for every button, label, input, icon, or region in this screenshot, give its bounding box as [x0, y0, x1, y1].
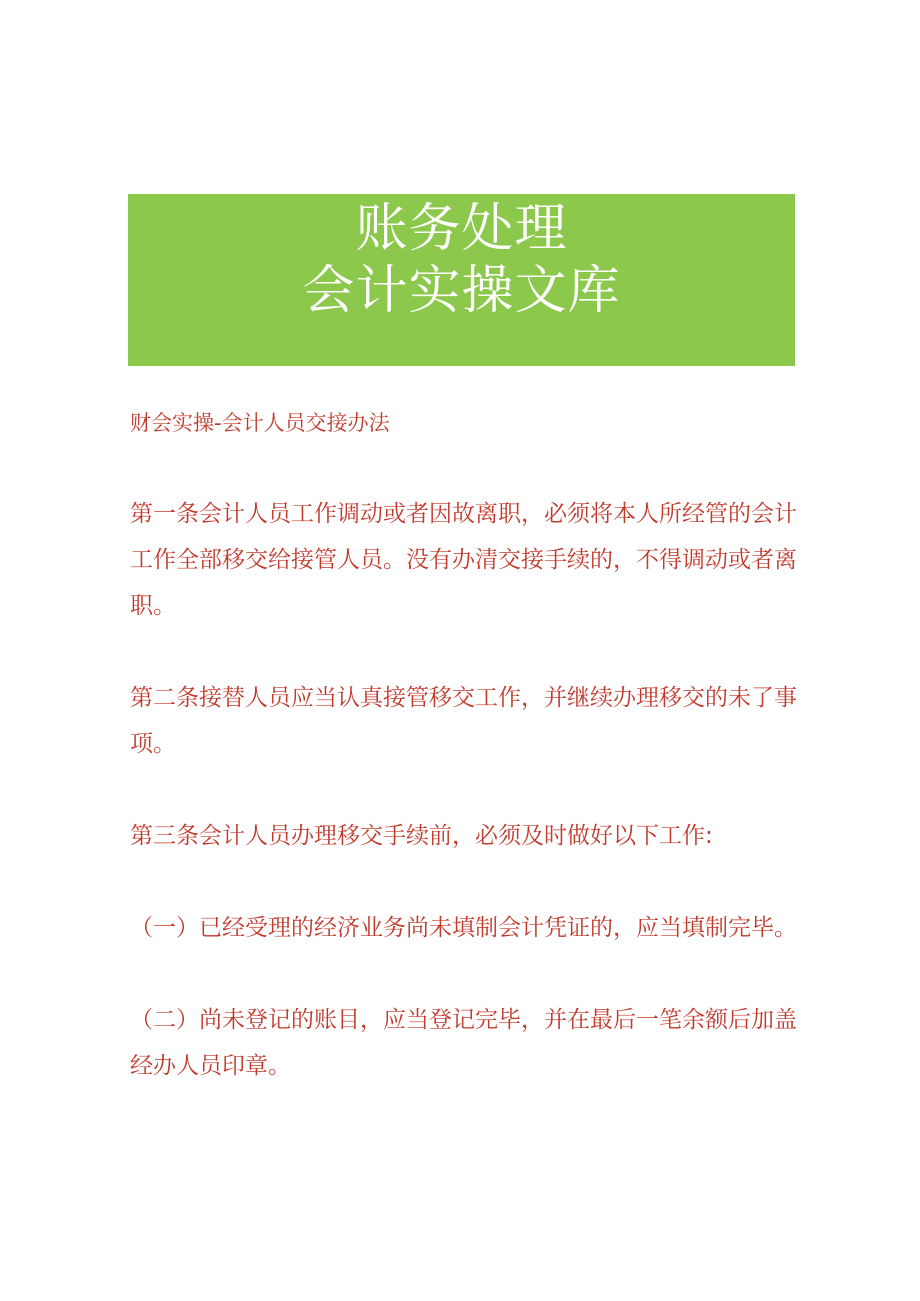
article-3-item-2: （二）尚未登记的账目，应当登记完毕，并在最后一笔余额后加盖经办人员印章。 — [130, 1007, 797, 1079]
article-2: 第二条接替人员应当认真接管移交工作，并继续办理移交的未了事项。 — [130, 685, 797, 757]
document-body — [130, 400, 810, 1135]
article-3-item-1: （一）已经受理的经济业务尚未填制会计凭证的，应当填制完毕。 — [130, 915, 797, 941]
title-banner — [128, 194, 795, 366]
document-heading: 财会实操-会计人员交接办法 — [130, 411, 390, 435]
article-1: 第一条会计人员工作调动或者因故离职，必须将本人所经管的会计工作全部移交给接管人员。没有办清交接手续的，不得调动或者离职。 — [130, 501, 797, 619]
banner-title-line-1: 账务处理 — [355, 199, 568, 259]
banner-title-line-2: 会计实操文库 — [302, 261, 621, 321]
article-3: 第三条会计人员办理移交手续前，必须及时做好以下工作: — [130, 823, 713, 849]
